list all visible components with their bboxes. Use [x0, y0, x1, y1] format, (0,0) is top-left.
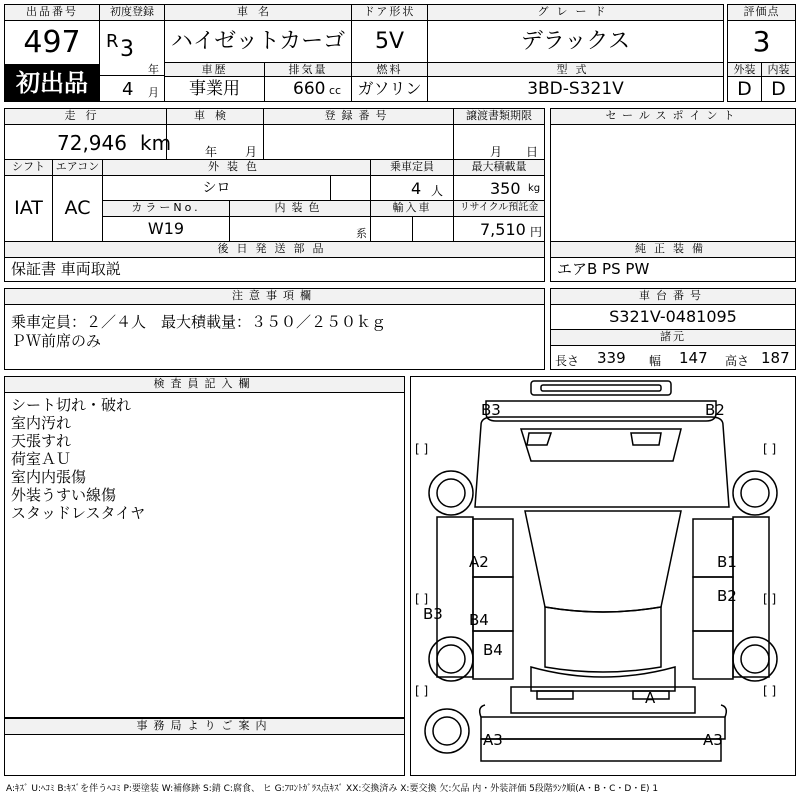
month-num: 4 [122, 79, 134, 100]
inspection-cell [166, 124, 264, 160]
dims-cell [550, 345, 796, 370]
mileage: 72,946 [57, 131, 127, 155]
capacity: 4 [411, 179, 422, 198]
damage-mark-a-rear: A [645, 689, 656, 707]
dims-label: 諸元 [550, 329, 796, 346]
color-no: W19 [102, 216, 230, 242]
first-listing-badge: 初出品 [4, 64, 100, 102]
score: 3 [727, 20, 796, 63]
transfer-day-unit: 日 [526, 145, 539, 159]
damage-mark-b2-front: B2 [705, 401, 725, 419]
int-color-label: 内装色 [229, 200, 371, 217]
max-load-label: 最大積載量 [453, 159, 545, 176]
max-load: 350 [490, 179, 521, 198]
office-body [4, 734, 405, 776]
damage-mark-b4-door: B4 [469, 611, 489, 629]
history-label: 車歴 [164, 62, 265, 77]
import-cell-b [412, 216, 454, 242]
damage-mark-a3-left: A3 [483, 731, 503, 749]
ext-color: シロ [102, 175, 331, 201]
fuel: ガソリン [351, 76, 428, 102]
later-parts: 保証書 車両取説 [4, 257, 545, 282]
grade-label: グレード [427, 4, 724, 21]
ext-color-label: 外装色 [102, 159, 371, 176]
legend: A:ｷｽﾞ U:ﾍｺﾐ B:ｷｽﾞを伴うﾍｺﾐ P:要塗装 W:補修跡 S:錆 C:腐食、 ヒ G:ﾌﾛﾝﾄｶﾞﾗｽ点ｷｽﾞ XX:交換済み X:要交換 欠:欠品 内・外装評価 5段階ﾗﾝｸ順(A・B・C・D・E) 1 [6, 784, 659, 794]
length-value: 339 [597, 349, 626, 367]
first-reg-year-cell [99, 20, 165, 76]
inspection-month-unit: 月 [245, 145, 258, 159]
damage-mark-b2-right: B2 [717, 587, 737, 605]
ac-label: エアコン [52, 159, 103, 176]
year-num: 3 [120, 37, 134, 62]
lot-number: 497 [4, 20, 100, 65]
exterior-grade-label: 外装 [727, 62, 762, 77]
width-label: 幅 [649, 354, 662, 368]
exterior-grade: D [727, 76, 762, 102]
door-type: 5V [351, 20, 428, 63]
car-name: ハイゼットカーゴ [164, 20, 352, 63]
capacity-unit: 人 [431, 184, 444, 198]
genuine-equipment: エアB PS PW [550, 257, 796, 282]
capacity-cell [370, 175, 454, 201]
shift: IAT [4, 175, 53, 242]
bracket-marker: [ ] [763, 684, 777, 698]
inspector-item: スタッドレスタイヤ [11, 504, 146, 522]
displacement: 660 [293, 79, 326, 99]
mileage-cell [4, 124, 172, 160]
lot-number-label: 出品番号 [4, 4, 100, 21]
transfer-month-unit: 月 [490, 145, 503, 159]
year-unit: 年 [148, 63, 159, 76]
genuine-label: 純正装備 [550, 241, 796, 258]
capacity-label: 乗車定員 [370, 159, 454, 176]
damage-mark-a3-right: A3 [703, 731, 723, 749]
inspector-item: 外装うすい線傷 [11, 486, 117, 504]
max-load-cell [453, 175, 545, 201]
inspector-item: 天張すれ [11, 432, 72, 450]
month-unit: 月 [148, 86, 159, 99]
ext-color-extra [330, 175, 371, 201]
reg-no-cell [263, 124, 454, 160]
first-reg-label: 初度登録 [99, 4, 165, 21]
height-value: 187 [761, 349, 790, 367]
damage-mark-b4-rear: B4 [483, 641, 503, 659]
inspector-item: 室内内張傷 [11, 468, 87, 486]
notes-body [4, 304, 545, 370]
ac: AC [52, 175, 103, 242]
height-label: 高さ [725, 354, 750, 368]
inspector-list [11, 396, 145, 522]
later-parts-label: 後日発送部品 [4, 241, 545, 258]
chassis-label: 車台番号 [550, 288, 796, 305]
displacement-cell [264, 76, 352, 102]
inspector-label: 検査員記入欄 [4, 376, 405, 393]
door-label: ドア形状 [351, 4, 428, 21]
displacement-unit: cc [329, 84, 342, 97]
inspector-item: シート切れ・破れ [11, 396, 132, 414]
recycle-label: リサイクル預託金 [453, 200, 545, 217]
int-color-cell [229, 216, 371, 242]
recycle-unit: 円 [530, 225, 543, 239]
import-cell-a [370, 216, 413, 242]
reg-no-label: 登録番号 [263, 108, 454, 125]
mileage-unit: km [140, 131, 172, 155]
import-label: 輸入車 [370, 200, 454, 217]
bracket-marker: [ ] [763, 442, 777, 456]
color-no-label: カラーNo. [102, 200, 230, 217]
first-reg-month-cell [99, 75, 165, 102]
inspector-item: 荷室ＡＵ [11, 450, 72, 468]
damage-mark-a2: A2 [469, 553, 489, 571]
notes-line-1: 乗車定員：２／４人 最大積載量：３５０／２５０ｋｇ [11, 313, 387, 331]
history: 事業用 [164, 76, 265, 102]
inspection-label: 車検 [166, 108, 264, 125]
model: 3BD-S321V [427, 76, 724, 102]
interior-grade-label: 内装 [761, 62, 796, 77]
damage-mark-b3-left: B3 [423, 605, 443, 623]
score-label: 評価点 [727, 4, 796, 21]
notes-label: 注意事項欄 [4, 288, 545, 305]
fuel-label: 燃料 [351, 62, 428, 77]
damage-mark-b1: B1 [717, 553, 737, 571]
era: R [106, 31, 119, 52]
inspection-year-unit: 年 [205, 145, 218, 159]
bracket-marker: [ ] [763, 592, 777, 606]
bracket-marker: [ ] [415, 592, 429, 606]
shift-label: シフト [4, 159, 53, 176]
transfer-cell [453, 124, 545, 160]
model-label: 型式 [427, 62, 724, 77]
damage-mark-b3-front: B3 [481, 401, 501, 419]
transfer-label: 譲渡書類期限 [453, 108, 545, 125]
sales-points-label: セールスポイント [550, 108, 796, 125]
car-diagram-frame [410, 376, 796, 776]
sales-points-body [550, 124, 796, 242]
bracket-marker: [ ] [415, 442, 429, 456]
bracket-marker: [ ] [415, 684, 429, 698]
inspector-body [4, 392, 405, 718]
mileage-label: 走行 [4, 108, 167, 125]
chassis-number: S321V-0481095 [550, 304, 796, 330]
office-label: 事務局よりご案内 [4, 718, 405, 735]
length-label: 長さ [555, 354, 580, 368]
int-color-suffix: 系 [356, 227, 367, 240]
grade: デラックス [427, 20, 724, 63]
notes-line-2: ＰＷ前席のみ [11, 332, 102, 350]
interior-grade: D [761, 76, 796, 102]
width-value: 147 [679, 349, 708, 367]
max-load-unit: kg [528, 183, 541, 194]
car-diagram [411, 377, 795, 775]
car-name-label: 車名 [164, 4, 352, 21]
recycle-cell [453, 216, 545, 242]
recycle: 7,510 [480, 220, 526, 239]
inspector-item: 室内汚れ [11, 414, 72, 432]
displacement-label: 排気量 [264, 62, 352, 77]
